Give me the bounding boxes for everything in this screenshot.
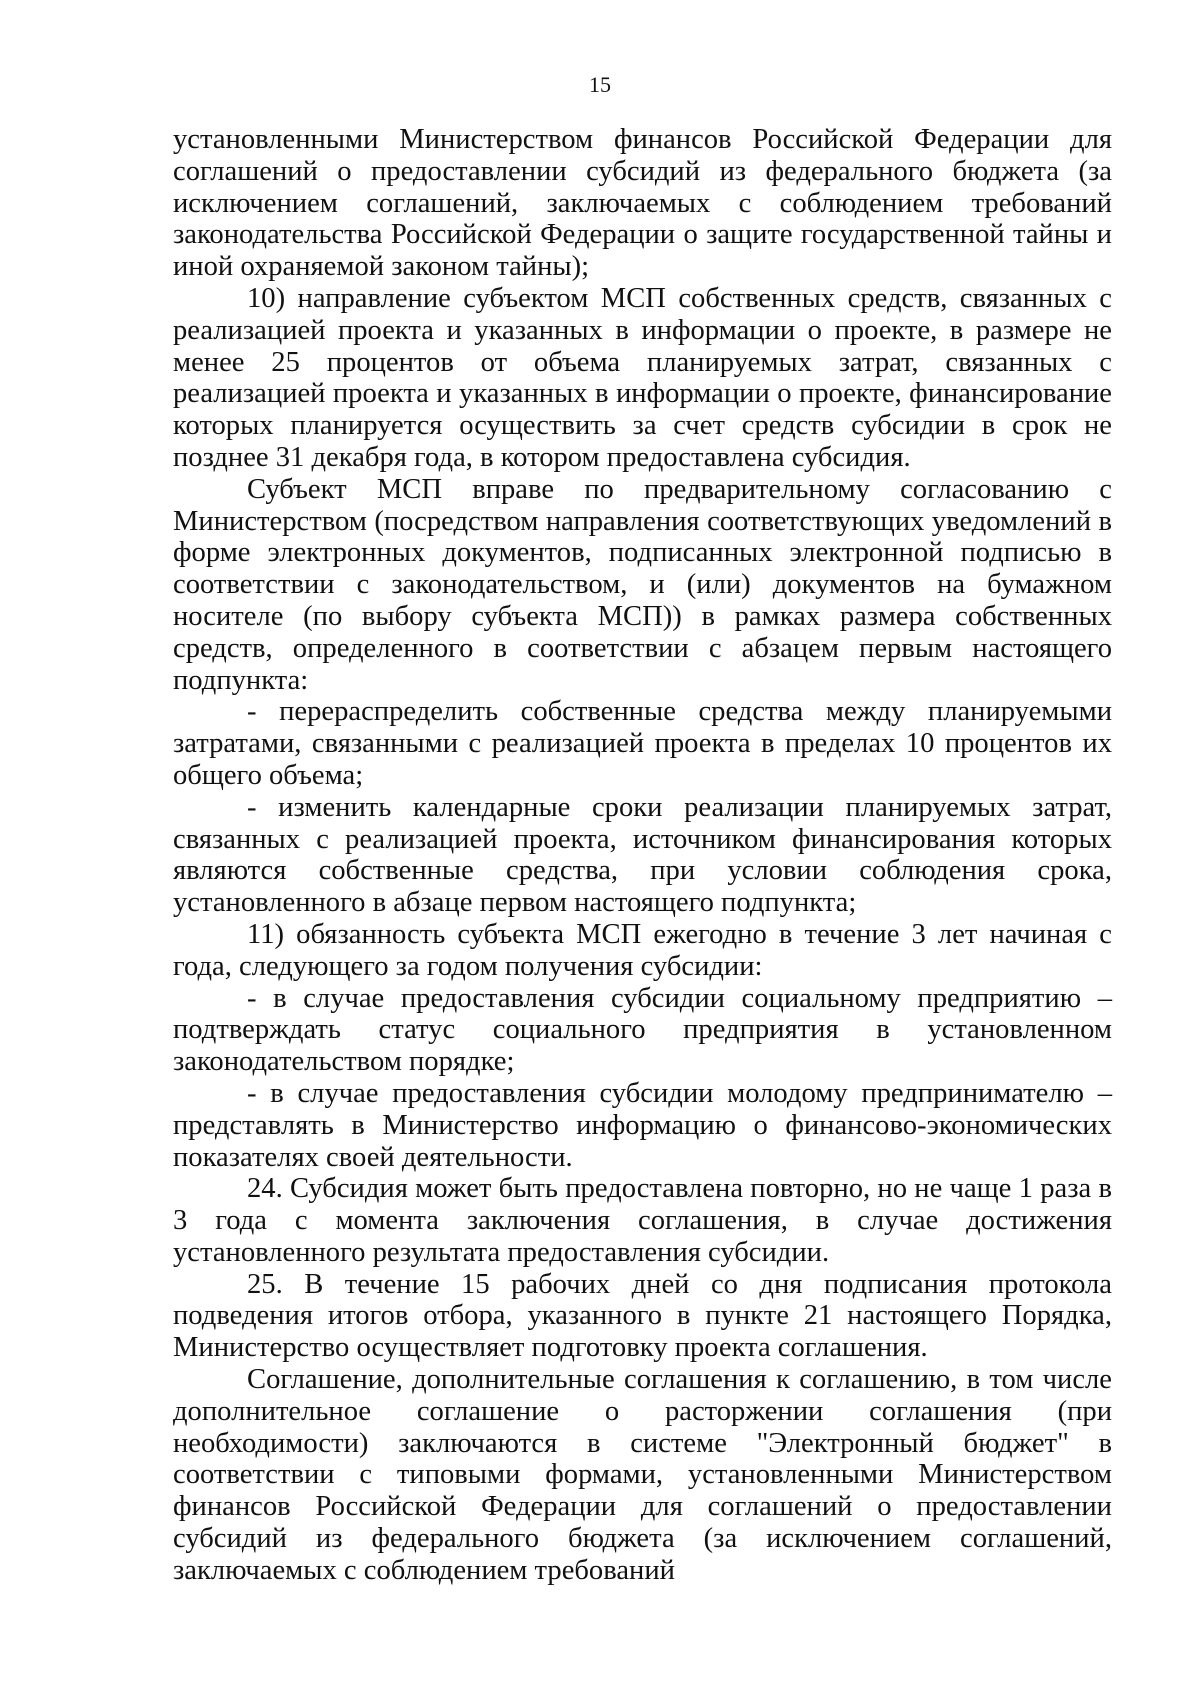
paragraph-point-24: 24. Субсидия может быть предоставлена повторно, но не чаще 1 раза в 3 года с момента заключения соглашения, в случае достижения установленного результата предоставления субсидии. bbox=[173, 1173, 1112, 1268]
paragraph-continuation: установленными Министерством финансов Российской Федерации для соглашений о предоставлении субсидий из федерального бюджета (за исключением соглашений, заключаемых с соблюдением требований законодательства Российской Федерации о защите государственной тайны и иной охраняемой законом тайны); bbox=[173, 124, 1112, 283]
paragraph-item-10: 10) направление субъектом МСП собственных средств, связанных с реализацией проекта и указанных в информации о проекте, в размере не менее 25 процентов от объема планируемых затрат, связанных с реализацией проекта и указанных в информации о проекте, финансирование которых планируется осуществить за счет средств субсидии в срок не позднее 31 декабря года, в котором предоставлена субсидия. bbox=[173, 282, 1112, 473]
paragraph-dash-social-enterprise: - в случае предоставления субсидии социальному предприятию – подтверждать статус социального предприятия в установленном законодательством порядке; bbox=[173, 982, 1112, 1078]
paragraph-msp-right: Субъект МСП вправе по предварительному согласованию с Министерством (посредством направления соответствующих уведомлений в форме электронных документов, подписанных электронной подписью в соответствии с законодательством, и (или) документов на бумажном носителе (по выбору субъекта МСП)) в рамках размера собственных средств, определенного в соответствии с абзацем первым настоящего подпункта: bbox=[173, 473, 1112, 696]
document-body bbox=[173, 124, 1112, 1587]
paragraph-dash-change-dates: - изменить календарные сроки реализации планируемых затрат, связанных с реализацией проекта, источником финансирования которых являются собственные средства, при условии соблюдения срока, установленного в абзаце первом настоящего подпункта; bbox=[173, 791, 1112, 919]
paragraph-point-25: 25. В течение 15 рабочих дней со дня подписания протокола подведения итогов отбора, указанного в пункте 21 настоящего Порядка, Министерство осуществляет подготовку проекта соглашения. bbox=[173, 1268, 1112, 1364]
paragraph-dash-young-entrepreneur: - в случае предоставления субсидии молодому предпринимателю – представлять в Министерство информацию о финансово-экономических показателях своей деятельности. bbox=[173, 1077, 1112, 1173]
paragraph-agreement: Соглашение, дополнительные соглашения к соглашению, в том числе дополнительное соглашение о расторжении соглашения (при необходимости) заключаются в системе "Электронный бюджет" в соответствии с типовыми формами, установленными Министерством финансов Российской Федерации для соглашений о предоставлении субсидий из федерального бюджета (за исключением соглашений, заключаемых с соблюдением требований bbox=[173, 1364, 1112, 1586]
paragraph-dash-redistribute: - перераспределить собственные средства между планируемыми затратами, связанными с реализацией проекта в пределах 10 процентов их общего объема; bbox=[173, 696, 1112, 791]
page-number: 15 bbox=[589, 72, 611, 97]
paragraph-item-11: 11) обязанность субъекта МСП ежегодно в течение 3 лет начиная с года, следующего за годом получения субсидии: bbox=[173, 918, 1112, 982]
